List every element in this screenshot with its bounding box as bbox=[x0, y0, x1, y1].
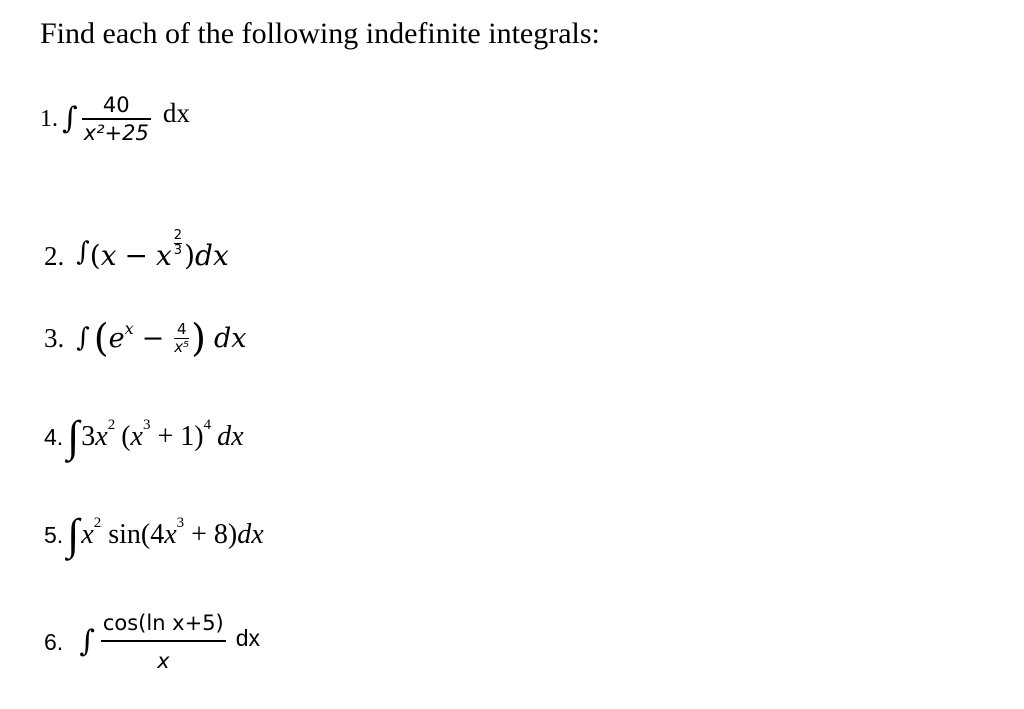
numerator: 4 bbox=[176, 319, 187, 338]
plus-eight: + 8) bbox=[184, 519, 238, 550]
exponent-numerator: 2 bbox=[173, 228, 183, 243]
problem-number: 6. bbox=[44, 629, 64, 655]
problem-6 bbox=[44, 610, 260, 674]
integral-sign: ∫ bbox=[76, 323, 90, 353]
close-paren: ) bbox=[191, 316, 206, 360]
differential: dx bbox=[162, 97, 190, 128]
x-term: x bbox=[95, 421, 108, 452]
differential: dx bbox=[235, 624, 261, 651]
problem-number: 1. bbox=[40, 106, 58, 132]
numerator: 40 bbox=[102, 93, 130, 117]
page-heading: Find each of the following indefinite integrals: bbox=[40, 17, 600, 50]
fraction bbox=[101, 610, 226, 674]
plus-one: + 1) bbox=[150, 421, 204, 452]
integral-sign: ∫ bbox=[67, 510, 80, 559]
x-term: x bbox=[81, 519, 94, 550]
differential: dx bbox=[217, 421, 244, 452]
integral-sign: ∫ bbox=[76, 237, 90, 267]
integral-sign: ∫ bbox=[79, 624, 95, 659]
base-e: e bbox=[108, 322, 125, 354]
problem-4 bbox=[44, 412, 244, 462]
exponent-denominator: 3 bbox=[173, 243, 183, 258]
close-paren: ) bbox=[184, 239, 196, 272]
coefficient: 3 bbox=[81, 421, 96, 452]
problem-number: 2. bbox=[44, 241, 65, 271]
problem-number: 4. bbox=[44, 424, 64, 450]
term-x: x bbox=[100, 239, 117, 272]
minus-sign: − bbox=[124, 239, 148, 272]
problem-number: 3. bbox=[44, 323, 65, 353]
x-exponent: 2 bbox=[107, 416, 116, 433]
inner-x: x bbox=[164, 519, 177, 550]
differential: dx bbox=[213, 322, 247, 354]
differential: dx bbox=[195, 239, 229, 272]
denominator: x bbox=[157, 649, 170, 673]
exponent-fraction bbox=[174, 229, 182, 258]
problem-3 bbox=[44, 318, 247, 358]
open-paren: ( bbox=[89, 239, 101, 272]
inner-x: x bbox=[130, 421, 143, 452]
integral-sign: ∫ bbox=[67, 412, 80, 461]
base-exponent: x bbox=[124, 318, 134, 338]
inner-exponent: 3 bbox=[176, 514, 185, 531]
sine-function: sin(4 bbox=[101, 519, 165, 550]
fraction bbox=[174, 321, 189, 356]
problem-5 bbox=[44, 510, 264, 560]
fraction bbox=[82, 92, 151, 146]
outer-exponent: 4 bbox=[203, 416, 212, 433]
inner-exponent: 3 bbox=[142, 416, 151, 433]
denominator: x⁵ bbox=[174, 337, 190, 356]
minus-sign: − bbox=[141, 322, 165, 354]
base-x: x bbox=[156, 239, 172, 272]
open-paren: ( bbox=[93, 316, 109, 360]
problem-number: 5. bbox=[44, 522, 64, 548]
problem-1 bbox=[40, 92, 190, 146]
integral-sign: ∫ bbox=[62, 101, 78, 136]
numerator: cos(ln x+5) bbox=[102, 611, 224, 635]
open-paren: ( bbox=[121, 421, 131, 452]
x-exponent: 2 bbox=[93, 514, 102, 531]
problem-2 bbox=[44, 228, 229, 272]
differential: dx bbox=[237, 519, 264, 550]
denominator: x²+25 bbox=[83, 121, 149, 145]
